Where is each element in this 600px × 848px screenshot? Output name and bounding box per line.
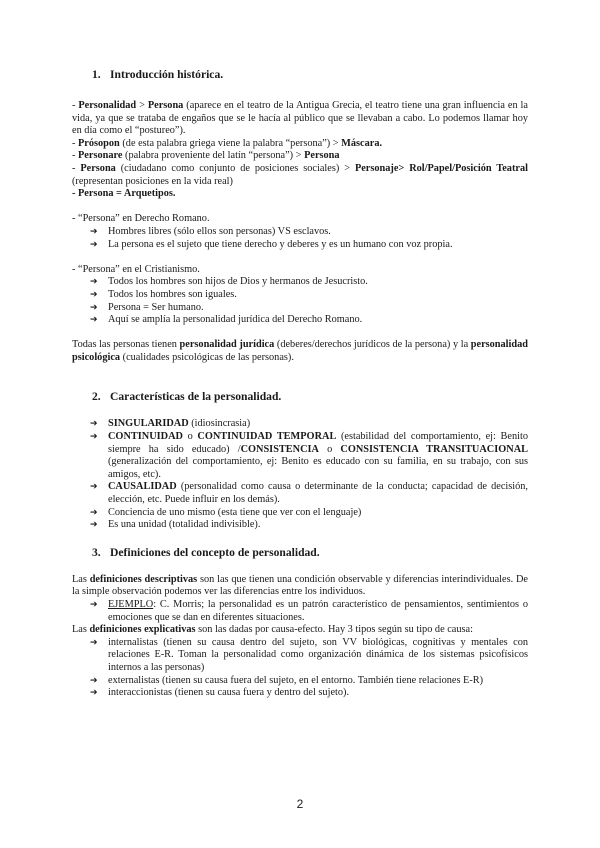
section-3-title: Definiciones del concepto de personalidad.	[110, 545, 320, 559]
arrow-right-icon: ➔	[90, 600, 98, 610]
list-item: ➔ La persona es el sujeto que tiene derecho y deberes y es un humano con voz propia.	[90, 238, 453, 250]
section-1-title: Introducción histórica.	[110, 68, 224, 81]
paragraph-personalidad-juridica: Todas las personas tienen personalidad jurídica (deberes/derechos jurídicos de la persona) y la personalidad psicológica (cualidades psicológicas de las personas).	[72, 339, 528, 363]
list-item: ➔ CONTINUIDAD o CONTINUIDAD TEMPORAL (estabilidad del comportamiento, ej: Benito siempre ha sido educado) /CONSISTENCIA o CONSISTENCIA TRANSITUACIONAL (generalización del comportamiento, ej: Benito es educado con su familia, en su trabajo, con sus amigos, etc).	[90, 431, 528, 480]
line-arquetipos: - Persona = Arquetipos.	[72, 188, 176, 200]
arrow-right-icon: ➔	[90, 289, 98, 300]
list-item: ➔ Persona = Ser humano.	[90, 301, 204, 313]
section-2-heading	[92, 390, 528, 404]
list-item: ➔ Todos los hombres son iguales.	[90, 288, 237, 300]
arrow-right-icon: ➔	[90, 315, 98, 326]
list-item: ➔ EJEMPLO: C. Morris; la personalidad es un patrón característico de pensamientos, sentimientos o emociones que se dan en diferentes situaciones.	[90, 599, 528, 623]
arrow-right-icon: ➔	[90, 302, 98, 313]
list-item: ➔ Es una unidad (totalidad indivisible).	[90, 519, 261, 531]
list-item: ➔ internalistas (tienen su causa dentro del sujeto, son VV biológicas, cognitivas y mentales con relaciones E-R. Toman la personalidad como organización dinámica de los sistemas psicofísicos internos a las personas)	[90, 636, 528, 673]
arrow-right-icon: ➔	[90, 277, 98, 288]
example-list	[72, 599, 528, 624]
list-item: ➔ CAUSALIDAD (personalidad como causa o determinante de la conducta; capacidad de decisión, elección, etc. Puede influir en los demás).	[90, 481, 528, 506]
arrow-right-icon: ➔	[90, 520, 98, 531]
line-persona-ciudadano: - Persona (ciudadano como conjunto de posiciones sociales) > Personaje> Rol/Papel/Posición Teatral (representan posiciones en la vida real)	[72, 162, 528, 187]
arrow-right-icon: ➔	[90, 239, 98, 250]
paragraph-descriptivas: Las definiciones descriptivas son las que tienen una condición observable y diferencias interindividuales. De la simple observación podemos ver las diferencias entre los individuos.	[72, 573, 528, 598]
list-item: ➔ Conciencia de uno mismo (esta tiene que ver con el lenguaje)	[90, 506, 362, 518]
section-3-heading	[92, 546, 528, 560]
list-item: ➔ interaccionistas (tienen su causa fuera y dentro del sujeto).	[90, 687, 350, 699]
arrow-right-icon: ➔	[90, 482, 98, 493]
list-item: ➔ Todos los hombres son hijos de Dios y hermanos de Jesucristo.	[90, 276, 368, 288]
list-item: ➔ Hombres libres (sólo ellos son personas) VS esclavos.	[90, 225, 331, 237]
list-item: ➔ SINGULARIDAD (idiosincrasia)	[90, 418, 251, 430]
section-2-title: Características de la personalidad.	[110, 390, 282, 404]
line-prosopon: - Prósopon (de esta palabra griega viene la palabra “persona”) > Máscara.	[72, 137, 383, 149]
list-item: ➔ externalistas (tienen su causa fuera del sujeto, en el entorno. También tiene relaciones E-R)	[90, 674, 484, 686]
roman-heading: - “Persona” en Derecho Romano.	[72, 213, 210, 225]
section-3-number: 3.	[92, 545, 101, 559]
line-personare: - Personare (palabra proveniente del latín “persona”) > Persona	[72, 150, 340, 162]
section-1-heading	[92, 68, 528, 82]
paragraph-personalidad: - Personalidad > Persona (aparece en el teatro de la Antigua Grecia, el teatro tiene una gran influencia en la vida, ya que se trataba de engaños que se le hacía al público que se llevaban a cabo. Lo podemos llamar hoy en día como el “postureo”).	[72, 100, 528, 137]
section-2-number: 2.	[92, 390, 101, 404]
arrow-right-icon: ➔	[90, 688, 98, 699]
arrow-right-icon: ➔	[90, 675, 98, 686]
arrow-right-icon: ➔	[90, 507, 98, 518]
types-list	[72, 637, 528, 700]
arrow-right-icon: ➔	[90, 637, 98, 648]
paragraph-explicativas: Las definiciones explicativas son las dadas por causa-efecto. Hay 3 tipos según su tipo de causa:	[72, 624, 473, 636]
page-number: 2	[296, 797, 304, 811]
arrow-right-icon: ➔	[90, 432, 98, 443]
christianity-heading: - “Persona” en el Cristianismo.	[72, 263, 200, 275]
roman-list	[72, 226, 528, 251]
arrow-right-icon: ➔	[90, 226, 98, 237]
section-1-number: 1.	[92, 68, 101, 81]
arrow-right-icon: ➔	[90, 419, 98, 430]
characteristics-list	[72, 418, 528, 531]
document-page	[72, 68, 528, 700]
christianity-list	[72, 276, 528, 326]
list-item: ➔ Aquí se amplía la personalidad jurídica del Derecho Romano.	[90, 314, 363, 326]
